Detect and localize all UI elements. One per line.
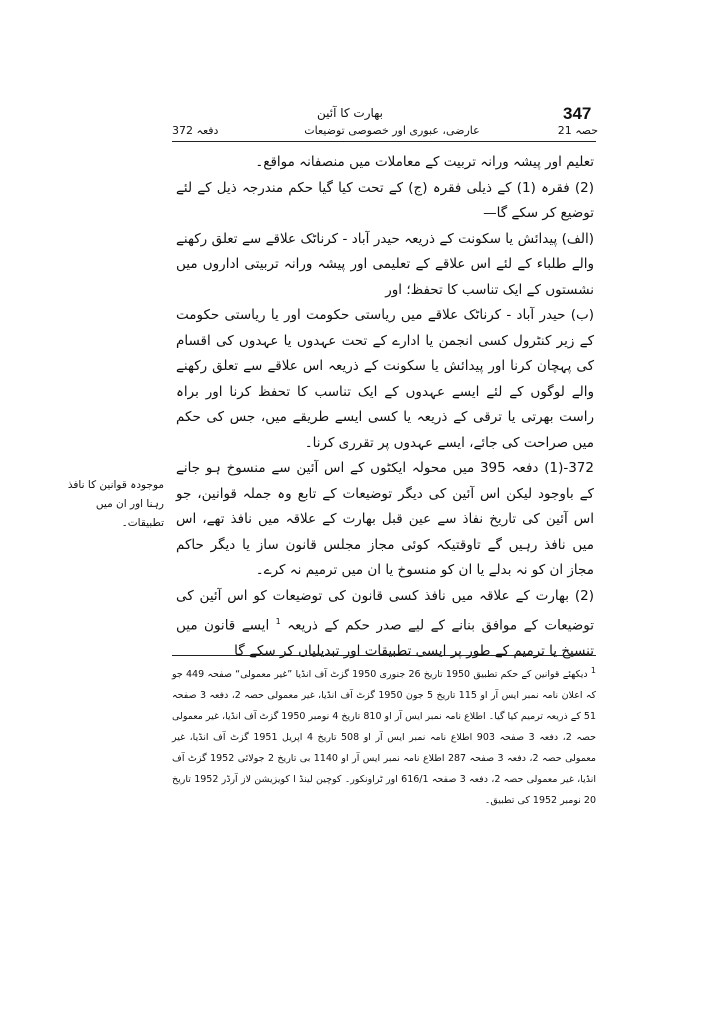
- main-text: [176, 150, 594, 665]
- footnote-text: دیکھئے قوانین کے حکم تطبیق 1950 تاریخ 26 جنوری 1950 گزٹ آف انڈیا ”غیر معمولی“ صفحہ 449 جو کہ اعلان نامہ نمبر ایس آر او 115 تاریخ 5 جون 1950 گزٹ آف انڈیا، غیر معمولی حصہ 2، دفعہ 3 صفحہ 51 کے ذریعہ ترمیم کیا گیا۔ اطلاع نامہ نمبر ایس آر او 810 تاریخ 4 نومبر 1950 گزٹ آف انڈیا، غیر معمولی حصہ 2، دفعہ 3 صفحہ 903 اطلاع نامہ نمبر ایس آر او 508 تاریخ 4 اپریل 1951 گزٹ آف انڈیا، غیر معمولی حصہ 2، دفعہ 3 صفحہ 287 اطلاع نامہ نمبر ایس آر او 1140 بی تاریخ 2 جولائی 1952 گزٹ آف انڈیا، غیر معمولی حصہ 2، دفعہ 3 صفحہ 616/1 اور ٹراونکور۔ کوچین لینڈ ا کویزیشن لاز آرڈر 1952 تاریخ 20 نومبر 1952 کی تطبیق۔: [172, 669, 597, 807]
- paragraph: [176, 584, 594, 665]
- margin-note: موجودہ قوانین کا نافذ رہنا اور ان میں تطبیقات۔: [67, 479, 164, 529]
- paragraph-text: (2) بھارت کے علاقہ میں نافذ کسی قانون کی توضیعات کو اس آئین کی توضیعات کے موافق بنانے کے لیے صدر حکم کے ذریعہ: [176, 587, 594, 634]
- footnote: [172, 660, 596, 811]
- paragraph: 372-(1) دفعہ 395 میں محولہ ایکٹوں کے اس آئین سے منسوخ ہو جانے کے باوجود لیکن اس آئین کی دیگر توضیعات کے تابع وہ جملہ قوانین، جو اس آئین کی تاریخ نفاذ سے عین قبل بھارت کے علاقہ میں نافذ تھے، اس میں نافذ رہیں گے تاوقتیکہ کوئی مجاز مجلس قانون ساز یا دیگر حاکم مجاز ان کو نہ بدلے یا ان کو منسوخ یا ان میں ترمیم نہ کرے۔: [176, 460, 594, 578]
- paragraph: (2) فقرہ (1) کے ذیلی فقرہ (ج) کے تحت کیا گیا حکم مندرجہ ذیل کے لئے توضیع کر سکے گا—: [176, 179, 594, 221]
- header-divider: [172, 141, 596, 142]
- paragraph: تعلیم اور پیشہ ورانہ تربیت کے معاملات میں منصفانہ مواقع۔: [255, 154, 594, 170]
- paragraph: (الف) پیدائش یا سکونت کے ذریعہ حیدر آباد - کرناٹک علاقے سے تعلق رکھنے والے طلباء کے لئے اس علاقے کے تعلیمی اور پیشہ ورانہ تربیتی اداروں میں نشستوں کے ایک تناسب کا تحفظ؛ اور: [176, 230, 594, 298]
- article-label: دفعہ 372: [172, 124, 219, 137]
- running-header: [172, 124, 598, 142]
- footnotes: [172, 660, 596, 811]
- part-label: حصہ 21: [557, 124, 598, 137]
- page-number: 347: [563, 104, 592, 123]
- section-title: عارضی، عبوری اور خصوصی توضیعات: [304, 124, 480, 137]
- footnote-number: 1: [590, 666, 596, 675]
- paragraph: (ب) حیدر آباد - کرناٹک علاقے میں ریاستی حکومت اور یا ریاستی حکومت کے زیر کنٹرول کسی انجمن یا ادارے کے تحت عہدوں یا عہدوں کی اقسام کی پہچان کرنا اور پیدائش یا سکونت کے ذریعہ اس علاقے سے تعلق رکھنے والے لوگوں کے لئے ایسے عہدوں کے ایک تناسب کا تحفظ کرنا اور براہ راست بھرتی یا ترقی کے ذریعہ یا کسی ایسے طریقے میں، جس کی حکم میں صراحت کی جائے، ایسے عہدوں پر تقرری کرنا۔: [176, 307, 594, 451]
- book-title: بھارت کا آئین: [316, 106, 384, 120]
- footnote-marker: 1: [275, 617, 281, 626]
- paragraph-text: ایسے قانون میں تنسیخ یا ترمیم کے طور پر ایسی تطبیقات اور تبدیلیاں کر سکے گا: [176, 617, 594, 659]
- footnote-divider: [172, 655, 596, 656]
